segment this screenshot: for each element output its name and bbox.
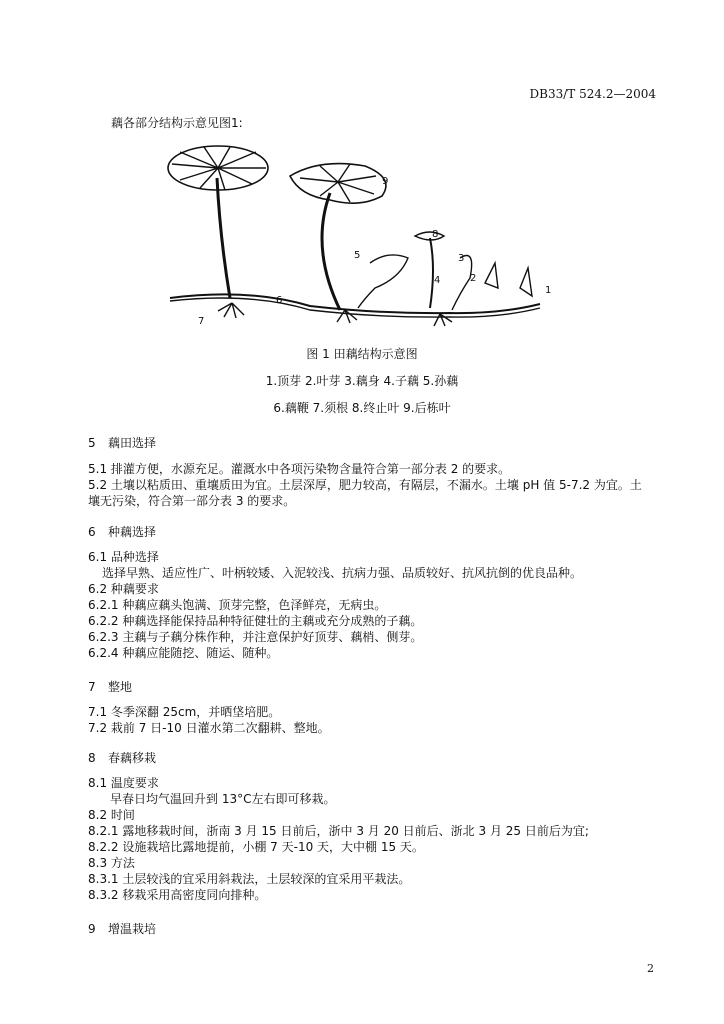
section-9-heading bbox=[88, 920, 156, 937]
section-number: 6 bbox=[88, 525, 96, 539]
clause: 6.2.1 种藕应藕头饱满、顶芽完整，色泽鲜亮，无病虫。 bbox=[88, 598, 387, 612]
lotus-structure-drawing bbox=[160, 138, 560, 333]
clause-text: 早春日均气温回升到 13°C左右即可移栽。 bbox=[110, 792, 336, 806]
figure-intro-text: 藕各部分结构示意见图1: bbox=[111, 116, 243, 130]
section-8-body bbox=[88, 775, 660, 903]
clause: 6.2.4 种藕应能随挖、随运、随种。 bbox=[88, 646, 279, 660]
clause: 6.2 种藕要求 bbox=[88, 582, 159, 596]
figure-label: 3 bbox=[458, 253, 465, 264]
figure-label: 9 bbox=[382, 176, 389, 187]
section-title: 增温栽培 bbox=[108, 922, 157, 936]
clause: 6.1 品种选择 bbox=[88, 550, 159, 564]
clause: 8.3 方法 bbox=[88, 856, 135, 870]
section-7-body bbox=[88, 704, 660, 736]
section-6-heading bbox=[88, 523, 156, 540]
clause: 8.1 温度要求 bbox=[88, 776, 159, 790]
figure-label: 1 bbox=[545, 285, 552, 296]
paragraph: 5.1 排灌方便，水源充足。灌溉水中各项污染物含量符合第一部分表 2 的要求。 bbox=[88, 462, 511, 476]
clause: 8.2.2 设施栽培比露地提前，小棚 7 天-10 天，大中棚 15 天。 bbox=[88, 840, 424, 854]
section-7-heading bbox=[88, 678, 132, 695]
figure-legend-line-1: 1.顶芽 2.叶芽 3.藕身 4.子藕 5.孙藕 bbox=[265, 374, 459, 388]
figure-label: 6 bbox=[276, 295, 283, 306]
clause: 7.2 栽前 7 日-10 日灌水第二次翻耕、整地。 bbox=[88, 721, 330, 735]
clause: 8.2 时间 bbox=[88, 808, 135, 822]
standard-number: DB33/T 524.2—2004 bbox=[529, 87, 656, 101]
section-number: 8 bbox=[88, 751, 96, 765]
figure-label: 2 bbox=[470, 273, 477, 284]
figure-label: 8 bbox=[432, 229, 439, 240]
clause: 6.2.2 种藕选择能保持品种特征健壮的主藕或充分成熟的子藕。 bbox=[88, 614, 423, 628]
paragraph: 壤无污染，符合第一部分表 3 的要求。 bbox=[88, 494, 296, 508]
clause: 8.2.1 露地移栽时间，浙南 3 月 15 日前后，浙中 3 月 20 日前后、浙北 3 月 25 日前后为宜; bbox=[88, 824, 589, 838]
figure-label: 5 bbox=[354, 250, 361, 261]
section-6-body bbox=[88, 549, 660, 661]
section-5-heading bbox=[88, 434, 156, 451]
figure-label: 7 bbox=[198, 316, 205, 327]
clause: 6.2.3 主藕与子藕分株作种，并注意保护好顶芽、藕梢、侧芽。 bbox=[88, 630, 423, 644]
clause: 8.3.1 土层较浅的宜采用斜栽法，土层较深的宜采用平栽法。 bbox=[88, 872, 411, 886]
clause: 8.3.2 移栽采用高密度同向排种。 bbox=[88, 888, 267, 902]
section-title: 藕田选择 bbox=[108, 436, 157, 450]
clause: 7.1 冬季深翻 25cm，并晒垡培肥。 bbox=[88, 705, 281, 719]
paragraph: 5.2 土壤以粘质田、重壤质田为宜。土层深厚，肥力较高，有隔层，不漏水。土壤 pH 值 5-7.2 为宜。土 bbox=[88, 478, 642, 492]
section-title: 整地 bbox=[108, 680, 133, 694]
page-number: 2 bbox=[647, 962, 654, 975]
section-8-heading bbox=[88, 749, 156, 766]
figure-legend-line-2: 6.藕鞭 7.须根 8.终止叶 9.后栋叶 bbox=[273, 401, 451, 415]
lotus-structure-figure bbox=[160, 138, 560, 333]
section-number: 9 bbox=[88, 922, 96, 936]
figure-caption: 图 1 田藕结构示意图 bbox=[306, 347, 418, 361]
section-title: 春藕移栽 bbox=[108, 751, 157, 765]
figure-label: 4 bbox=[434, 275, 441, 286]
clause-text: 选择早熟、适应性广、叶柄较矮、入泥较浅、抗病力强、品质较好、抗风抗倒的优良品种。 bbox=[102, 566, 583, 580]
section-number: 7 bbox=[88, 680, 96, 694]
section-5-body bbox=[88, 461, 660, 509]
section-title: 种藕选择 bbox=[108, 525, 157, 539]
section-number: 5 bbox=[88, 436, 96, 450]
